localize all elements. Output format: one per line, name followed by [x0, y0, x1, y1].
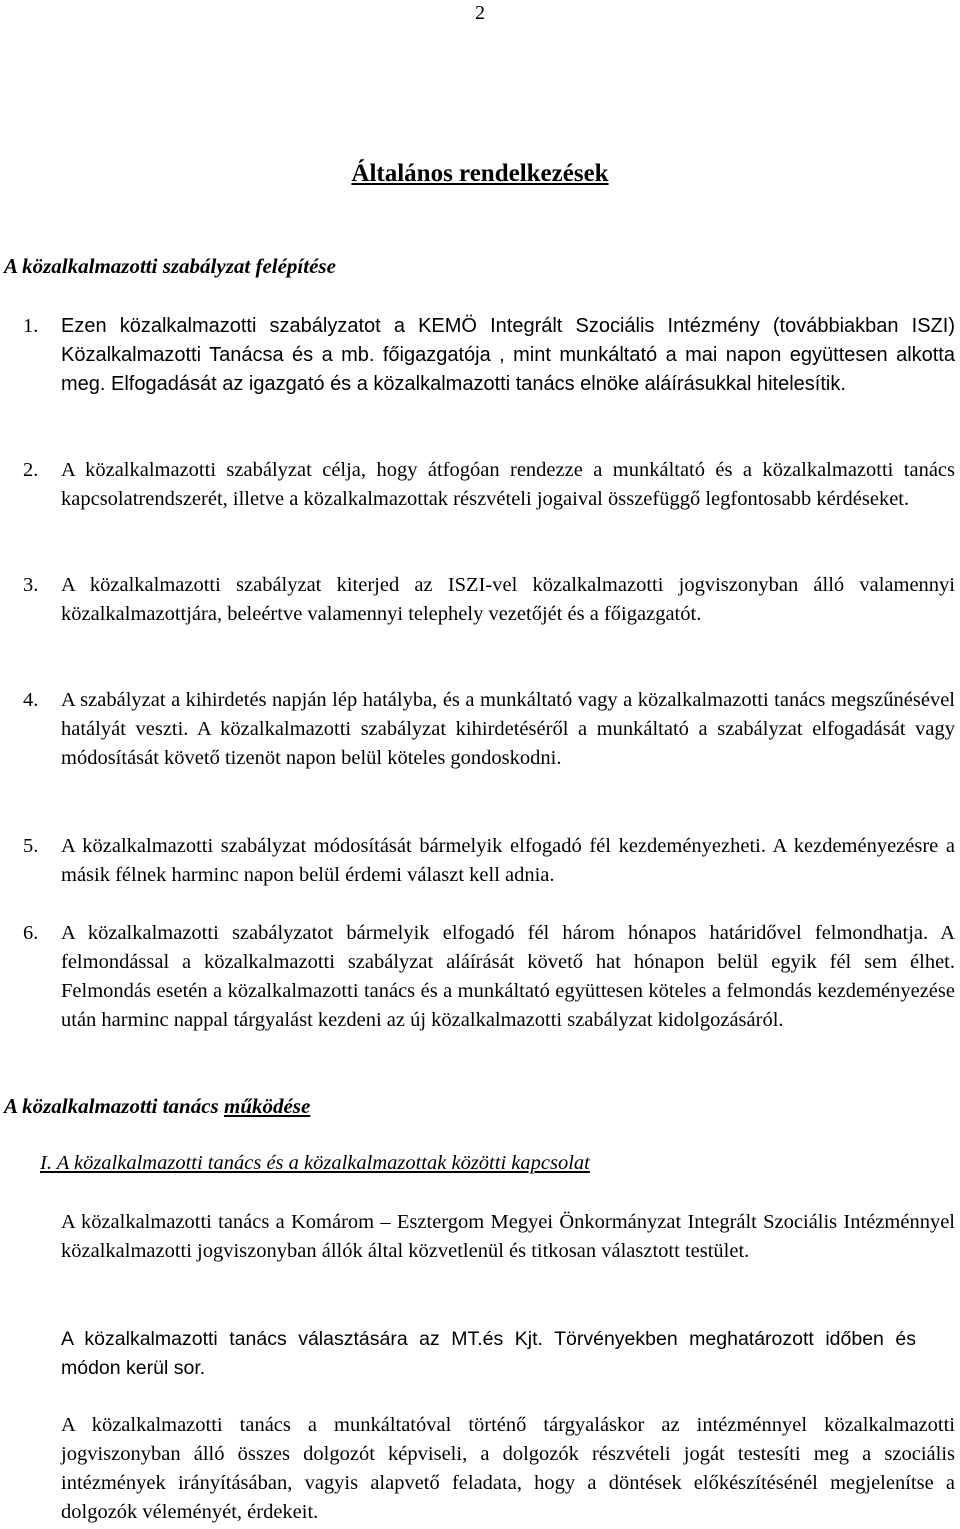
list-item-text: A közalkalmazotti szabályzatot bármelyik elfogadó fél három hónapos határidővel felmondhatja. A felmondással a közalkalmazotti szabályzat aláírását követő hat hónapon belül egyik fél sem élhet. Felmondás esetén a közalkalmazotti tanács és a munkáltató együttesen köteles a felmondás kezdeményezése után harminc nappal tárgyalást kezdeni az új közalkalmazotti szabályzat kidolgozásáról. — [61, 922, 955, 1031]
list-item — [23, 919, 955, 1035]
list-item — [23, 312, 955, 399]
list-item-number: 5. — [23, 835, 39, 857]
paragraph: A közalkalmazotti tanács választására az MT.és Kjt. Törvényekben meghatározott időben és módon kerül sor. — [61, 1328, 916, 1379]
document-title: Általános rendelkezések — [351, 160, 609, 187]
list-item — [23, 571, 955, 629]
list-item-text: Ezen közalkalmazotti szabályzatot a KEMÖ Integrált Szociális Intézmény (továbbiakban ISZI) Közalkalmazotti Tanácsa és a mb. főigazgatója , mint munkáltató a mai napon együttesen alkotta meg. Elfogadását az igazgató és a közalkalmazotti tanács elnöke aláírásukkal hitelesítik. — [61, 315, 955, 395]
list-item-text: A közalkalmazotti szabályzat célja, hogy átfogóan rendezze a munkáltató és a közalkalmazotti tanács kapcsolatrendszerét, illetve a közalkalmazottak részvételi jogaival összefüggő legfontosabb kérdéseket. — [61, 459, 955, 510]
list-item-number: 3. — [23, 574, 39, 596]
paragraph: A közalkalmazotti tanács a Komárom – Esztergom Megyei Önkormányzat Integrált Szociális Intézménnyel közalkalmazotti jogviszonyban állók által közvetlenül és titkosan választott testület. — [61, 1211, 955, 1262]
list-item-number: 4. — [23, 689, 39, 711]
list-item-number: 2. — [23, 459, 39, 481]
section-heading-plain: A közalkalmazotti tanács — [4, 1094, 224, 1118]
list-item-number: 1. — [23, 315, 39, 337]
section-heading-council — [4, 1094, 310, 1119]
list-item — [23, 832, 955, 890]
list-item — [23, 686, 955, 773]
list-item — [23, 456, 955, 514]
page-number: 2 — [475, 2, 485, 24]
subsection-heading: I. A közalkalmazotti tanács és a közalkalmazottak közötti kapcsolat — [40, 1152, 590, 1174]
list-item-number: 6. — [23, 922, 39, 944]
list-item-text: A szabályzat a kihirdetés napján lép hatályba, és a munkáltató vagy a közalkalmazotti tanács megszűnésével hatályát veszti. A közalkalmazotti szabályzat kihirdetéséről a munkáltató a szabályzat elfogadását vagy módosítását követő tizenöt napon belül köteles gondoskodni. — [61, 689, 955, 769]
list-item-text: A közalkalmazotti szabályzat kiterjed az ISZI-vel közalkalmazotti jogviszonyban álló valamennyi közalkalmazottjára, beleértve valamennyi telephely vezetőjét és a főigazgatót. — [61, 574, 955, 625]
paragraph: A közalkalmazotti tanács a munkáltatóval történő tárgyaláskor az intézménnyel közalkalmazotti jogviszonyban álló összes dolgozót képviseli, a dolgozók részvételi jogát testesíti meg a szociális intézmények irányításában, vagyis alapvető feladata, hogy a döntések előkészítésénél megjelenítse a dolgozók véleményét, érdekeit. — [61, 1414, 955, 1523]
list-item-text: A közalkalmazotti szabályzat módosítását bármelyik elfogadó fél kezdeményezheti. A kezdeményezésre a másik félnek harminc napon belül érdemi választ kell adnia. — [61, 835, 955, 886]
section-heading-structure: A közalkalmazotti szabályzat felépítése — [4, 254, 336, 278]
section-heading-underlined: működése — [223, 1094, 311, 1118]
